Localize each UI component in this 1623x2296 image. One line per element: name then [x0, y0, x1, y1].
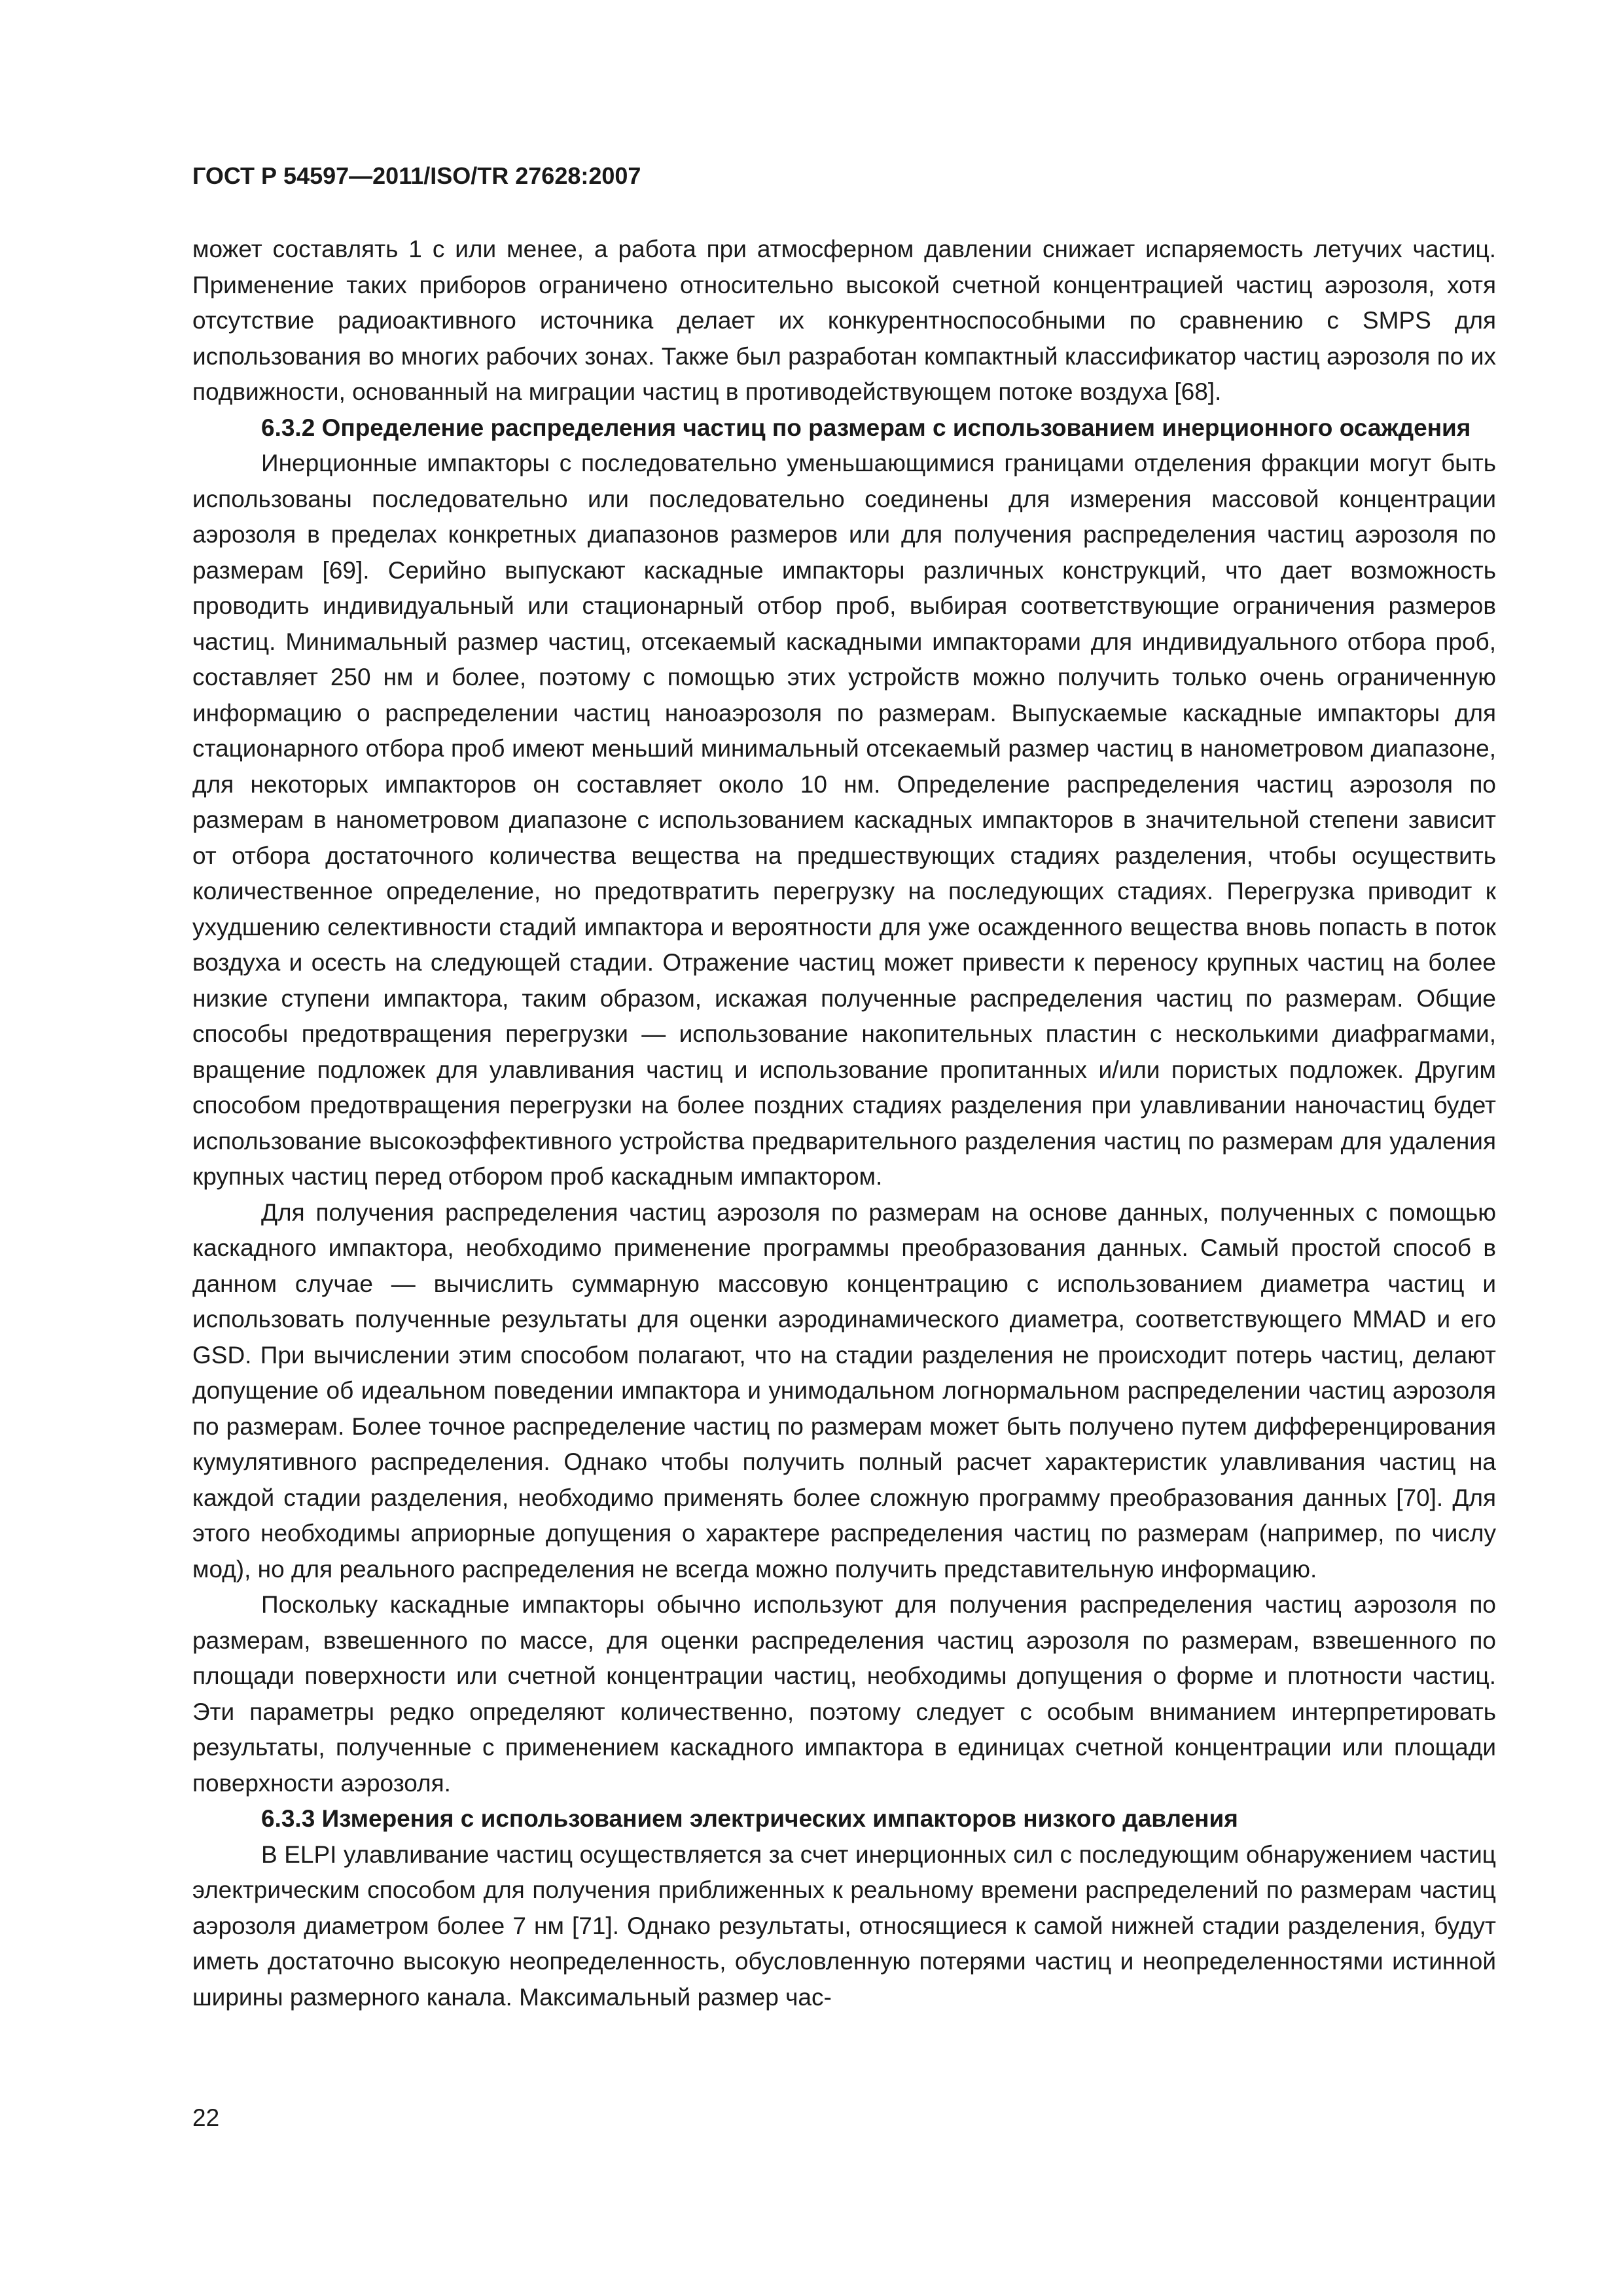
- standard-header: ГОСТ Р 54597—2011/ISO/TR 27628:2007: [192, 162, 641, 189]
- paragraph-data-conversion: Для получения распределения частиц аэрозоля по размерам на основе данных, полученных с помощью каскадного импактора, необходимо применение программы преобразования данных. Самый простой способ в данном случае — вычислить суммарную массовую концентрацию с использованием диаметра частиц и использовать полученные результаты для оценки аэродинамического диаметра, соответствующего MMAD и его GSD. При вычислении этим способом полагают, что на стадии разделения не происходит потерь частиц, делают допущение об идеальном поведении импактора и унимодальном логнормальном распределении частиц аэрозоля по размерам. Более точное распределение частиц по размерам может быть получено путем дифференцирования кумулятивного распределения. Однако чтобы получить полный расчет характеристик улавливания частиц на каждой стадии разделения, необходимо применять более сложную программу преобразования данных [70]. Для этого необходимы априорные допущения о характере распределения частиц по размерам (например, по числу мод), но для реального распределения не всегда можно получить представительную информацию.: [192, 1198, 1496, 1583]
- section-heading-6-3-3: 6.3.3 Измерения с использованием электрических импакторов низкого давления: [261, 1805, 1238, 1832]
- section-heading-6-3-2: 6.3.2 Определение распределения частиц по размерам с использованием инерционного осаждения: [261, 414, 1471, 441]
- paragraph-continuation: может составлять 1 с или менее, а работа при атмосферном давлении снижает испаряемость летучих частиц. Применение таких приборов ограничено относительно высокой счетной концентрацией частиц аэрозоля, хотя отсутствие радиоактивного источника делает их конкурентноспособными по сравнению с SMPS для использования во многих рабочих зонах. Также был разработан компактный классификатор частиц аэрозоля по их подвижности, основанный на миграции частиц в противодействующем потоке воздуха [68].: [192, 236, 1496, 405]
- paragraph-elpi: В ELPI улавливание частиц осуществляется за счет инерционных сил с последующим обнаружением частиц электрическим способом для получения приближенных к реальному времени распределений по размерам частиц аэрозоля диаметром более 7 нм [71]. Однако результаты, относящиеся к самой нижней стадии разделения, будут иметь достаточно высокую неопределенность, обусловленную потерями частиц и неопределенностями истинной ширины размерного канала. Максимальный размер час-: [192, 1840, 1496, 2011]
- page-content: [192, 162, 1496, 2015]
- body-text: [192, 232, 1496, 2015]
- paragraph-cascade-assumptions: Поскольку каскадные импакторы обычно используют для получения распределения частиц аэрозоля по размерам, взвешенного по массе, для оценки распределения частиц аэрозоля по размерам, взвешенного по площади поверхности или счетной концентрации частиц, необходимы допущения о форме и плотности частиц. Эти параметры редко определяют количественно, поэтому следует с особым вниманием интерпретировать результаты, полученные с применением каскадного импактора в единицах счетной концентрации или площади поверхности аэрозоля.: [192, 1591, 1496, 1797]
- page-number: 22: [192, 2104, 220, 2131]
- paragraph-inertial-impactors: Инерционные импакторы с последовательно уменьшающимися границами отделения фракции могут быть использованы последовательно или последовательно соединены для измерения массовой концентрации аэрозоля в пределах конкретных диапазонов размеров или для получения распределения частиц аэрозоля по размерам [69]. Серийно выпускают каскадные импакторы различных конструкций, что дает возможность проводить индивидуальный или стационарный отбор проб, выбирая соответствующие ограничения размеров частиц. Минимальный размер частиц, отсекаемый каскадными импакторами для индивидуального отбора проб, составляет 250 нм и более, поэтому с помощью этих устройств можно получить только очень ограниченную информацию о распределении частиц наноаэрозоля по размерам. Выпускаемые каскадные импакторы для стационарного отбора проб имеют меньший минимальный отсекаемый размер частиц в нанометровом диапазоне, для некоторых импакторов он составляет около 10 нм. Определение распределения частиц аэрозоля по размерам в нанометровом диапазоне с использованием каскадных импакторов в значительной степени зависит от отбора достаточного количества вещества на предшествующих стадиях разделения, чтобы осуществить количественное определение, но предотвратить перегрузку на последующих стадиях. Перегрузка приводит к ухудшению селективности стадий импактора и вероятности для уже осажденного вещества вновь попасть в поток воздуха и осесть на следующей стадии. Отражение частиц может привести к переносу крупных частиц на более низкие ступени импактора, таким образом, искажая полученные распределения частиц по размерам. Общие способы предотвращения перегрузки — использование накопительных пластин с несколькими диафрагмами, вращение подложек для улавливания частиц и использование пропитанных и/или пористых подложек. Другим способом предотвращения перегрузки на более поздних стадиях разделения при улавливании наночастиц будет использование высокоэффективного устройства предварительного разделения частиц по размерам для удаления крупных частиц перед отбором проб каскадным импактором.: [192, 450, 1496, 1190]
